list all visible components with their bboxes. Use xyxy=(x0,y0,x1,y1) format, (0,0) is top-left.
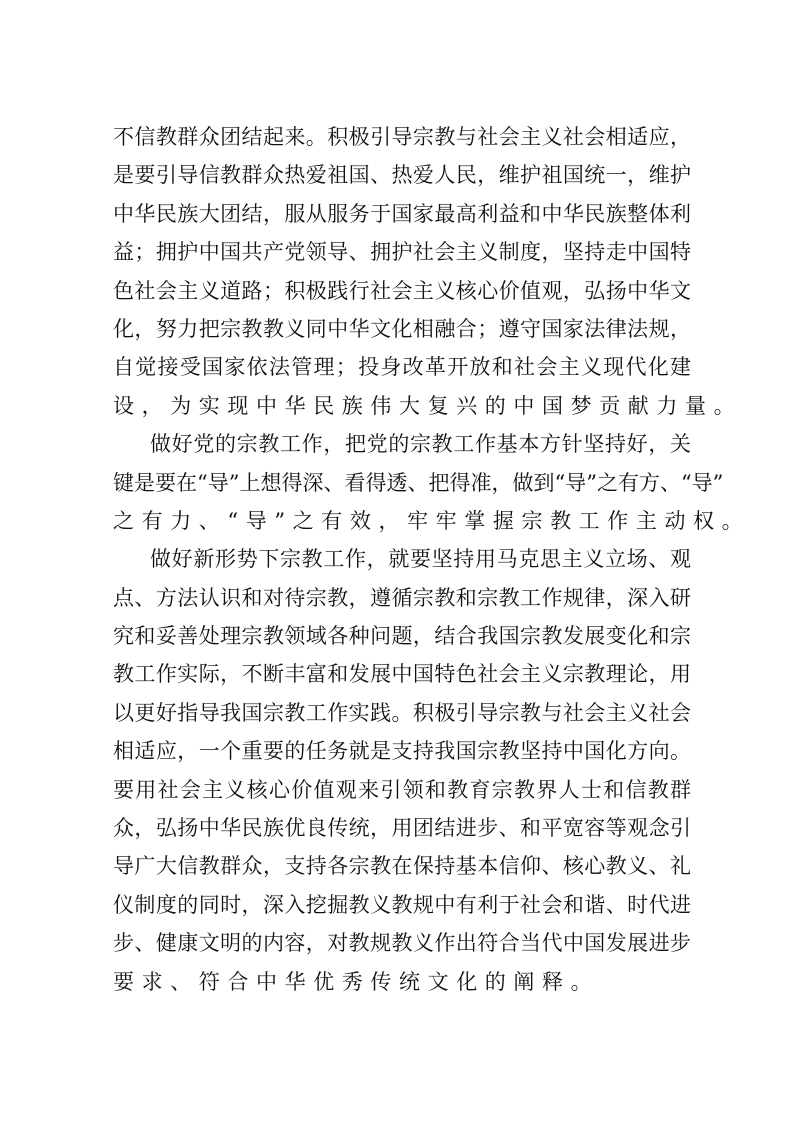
text-line: 键是要在“导”上想得深、看得透、把得准，做到“导”之有方、“导” xyxy=(113,470,724,495)
text-line: 设，为实现中华民族伟大复兴的中国梦贡献力量。 xyxy=(113,393,743,418)
text-line: 做好新形势下宗教工作，就要坚持用马克思主义立场、观 xyxy=(150,547,691,572)
paragraph xyxy=(113,540,691,1001)
text-line: 之有力、“导”之有效，牢牢掌握宗教工作主动权。 xyxy=(113,508,751,533)
paragraph xyxy=(113,425,751,540)
text-line: 要求、符合中华优秀传统文化的阐释。 xyxy=(113,969,600,994)
text-line: 中华民族大团结，服从服务于国家最高利益和中华民族整体利 xyxy=(113,201,691,226)
text-line: 究和妥善处理宗教领域各种问题，结合我国宗教发展变化和宗 xyxy=(113,624,691,649)
text-line: 众，弘扬中华民族优良传统，用团结进步、和平宽容等观念引 xyxy=(113,816,691,841)
paragraph xyxy=(113,118,743,425)
text-line: 做好党的宗教工作，把党的宗教工作基本方针坚持好，关 xyxy=(150,432,691,457)
text-line: 点、方法认识和对待宗教，遵循宗教和宗教工作规律，深入研 xyxy=(113,585,691,610)
text-line: 要用社会主义核心价值观来引领和教育宗教界人士和信教群 xyxy=(113,777,691,802)
text-line: 化，努力把宗教教义同中华文化相融合；遵守国家法律法规， xyxy=(113,316,691,341)
text-line: 不信教群众团结起来。积极引导宗教与社会主义社会相适应， xyxy=(113,125,691,149)
text-line: 教工作实际，不断丰富和发展中国特色社会主义宗教理论，用 xyxy=(113,662,691,687)
text-line: 仪制度的同时，深入挖掘教义教规中有利于社会和谐、时代进 xyxy=(113,892,691,917)
text-line: 色社会主义道路；积极践行社会主义核心价值观，弘扬中华文 xyxy=(113,278,691,303)
text-line: 步、健康文明的内容，对教规教义作出符合当代中国发展进步 xyxy=(113,931,691,956)
text-line: 是要引导信教群众热爱祖国、热爱人民，维护祖国统一，维护 xyxy=(113,163,691,188)
text-line: 自觉接受国家依法管理；投身改革开放和社会主义现代化建 xyxy=(113,355,691,380)
text-line: 相适应，一个重要的任务就是支持我国宗教坚持中国化方向。 xyxy=(113,739,691,764)
text-line: 导广大信教群众，支持各宗教在保持基本信仰、核心教义、礼 xyxy=(113,854,691,879)
text-line: 以更好指导我国宗教工作实践。积极引导宗教与社会主义社会 xyxy=(113,700,691,725)
text-line: 益；拥护中国共产党领导、拥护社会主义制度，坚持走中国特 xyxy=(113,240,691,265)
document-page xyxy=(113,118,751,1001)
